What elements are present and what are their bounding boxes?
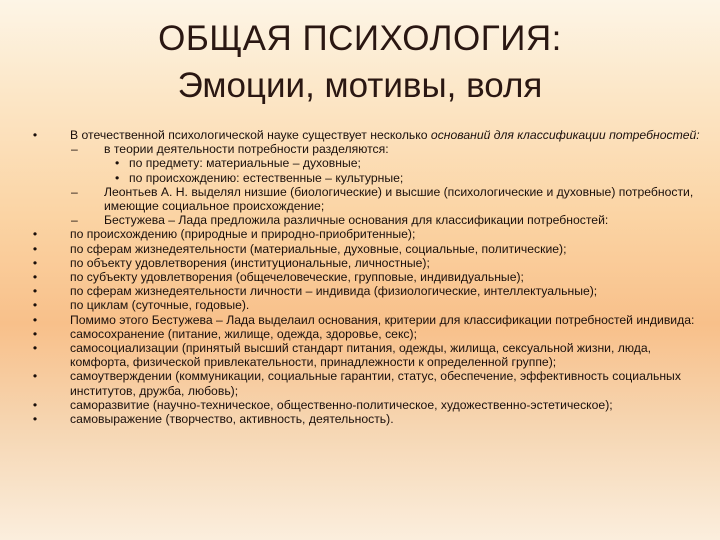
list-item xyxy=(28,227,700,241)
list-item-text: по объекту удовлетворения (институциональные, личностные); xyxy=(70,255,430,270)
bullet-icon: • xyxy=(32,412,38,427)
bullet-icon: • xyxy=(32,341,38,356)
intro-text: В отечественной психологической науке существует несколько xyxy=(70,128,431,142)
bullet-icon: • xyxy=(32,312,38,327)
dash-icon: – xyxy=(71,213,78,228)
list-item xyxy=(28,256,700,270)
bullet-icon: • xyxy=(32,284,38,299)
bullet-icon: • xyxy=(32,241,38,256)
bullet-icon: • xyxy=(32,397,38,412)
sub-item xyxy=(28,185,700,213)
slide-content xyxy=(28,128,700,426)
list-item-text: самовыражение (творчество, активность, деятельность). xyxy=(70,412,394,427)
list-item-text: самоутверждении (коммуникации, социальные гарантии, статус, обеспечение, эффективность социальных институтов, дружба, любовь); xyxy=(70,369,681,398)
list-item-text: саморазвитие (научно-техническое, общественно-политическое, художественно-эстетическое); xyxy=(70,397,613,412)
bullet-icon: • xyxy=(115,170,120,185)
list-item xyxy=(28,270,700,284)
sub-sub-item-text: по предмету: материальные – духовные; xyxy=(129,156,361,171)
bullet-icon: • xyxy=(32,270,38,285)
bullet-icon: • xyxy=(32,227,38,242)
slide-title xyxy=(0,18,720,108)
bullet-icon: • xyxy=(115,156,120,171)
bullet-icon: • xyxy=(32,326,38,341)
dash-icon: – xyxy=(71,184,78,199)
list-item xyxy=(28,341,700,369)
sub-item xyxy=(28,213,700,227)
bullet-icon: • xyxy=(32,255,38,270)
list-item xyxy=(28,313,700,327)
list-item xyxy=(28,298,700,312)
slide-subtitle: Эмоции, мотивы, воля xyxy=(177,66,543,105)
slide-title-line1: ОБЩАЯ ПСИХОЛОГИЯ: xyxy=(158,19,562,58)
bullet-icon: • xyxy=(32,369,38,384)
list-item-text: по субъекту удовлетворения (общечеловеческие, групповые, индивидуальные); xyxy=(70,270,524,285)
list-item xyxy=(28,398,700,412)
list-item-text: по сферам жизнедеятельности (материальные, духовные, социальные, политические); xyxy=(70,241,567,256)
list-item-text: по сферам жизнедеятельности личности – индивида (физиологические, интеллектуальные); xyxy=(70,284,598,299)
list-item-text: самосохранение (питание, жилище, одежда, здоровье, секс); xyxy=(70,326,417,341)
sub-item xyxy=(28,142,700,156)
list-item xyxy=(28,242,700,256)
bullet-icon: • xyxy=(32,298,38,313)
list-item xyxy=(28,369,700,397)
intro-emphasis: оснований для классификации потребностей: xyxy=(430,128,700,142)
sub-sub-item xyxy=(28,171,700,185)
list-item xyxy=(28,412,700,426)
list-item xyxy=(28,327,700,341)
sub-item-text: Бестужева – Лада предложила различные основания для классификации потребностей: xyxy=(104,213,609,228)
list-item-text: по происхождению (природные и природно-приобритенные); xyxy=(70,227,416,242)
sub-sub-item xyxy=(28,156,700,170)
list-item xyxy=(28,284,700,298)
sub-item-text: Леонтьев А. Н. выделял низшие (биологические) и высшие (психологические и духовные) потребности, имеющие социальное происхождение; xyxy=(104,184,694,214)
list-item-text: Помимо этого Бестужева – Лада выделаил основания, критерии для классификации потребностей индивида: xyxy=(70,312,695,327)
dash-icon: – xyxy=(71,142,78,157)
list-item-text: самосоциализации (принятый высший стандарт питания, одежды, жилища, сексуальной жизни, люда, комфорта, физической привлекательности, принадлежности к определенной группе); xyxy=(70,341,652,370)
sub-item-text: в теории деятельности потребности разделяются: xyxy=(104,142,389,157)
list-item-intro xyxy=(28,128,700,142)
list-item-text xyxy=(28,128,700,142)
sub-sub-item-text: по происхождению: естественные – культурные; xyxy=(129,170,404,185)
bullet-icon: • xyxy=(32,128,38,142)
list-item-text: по циклам (суточные, годовые). xyxy=(70,298,250,313)
